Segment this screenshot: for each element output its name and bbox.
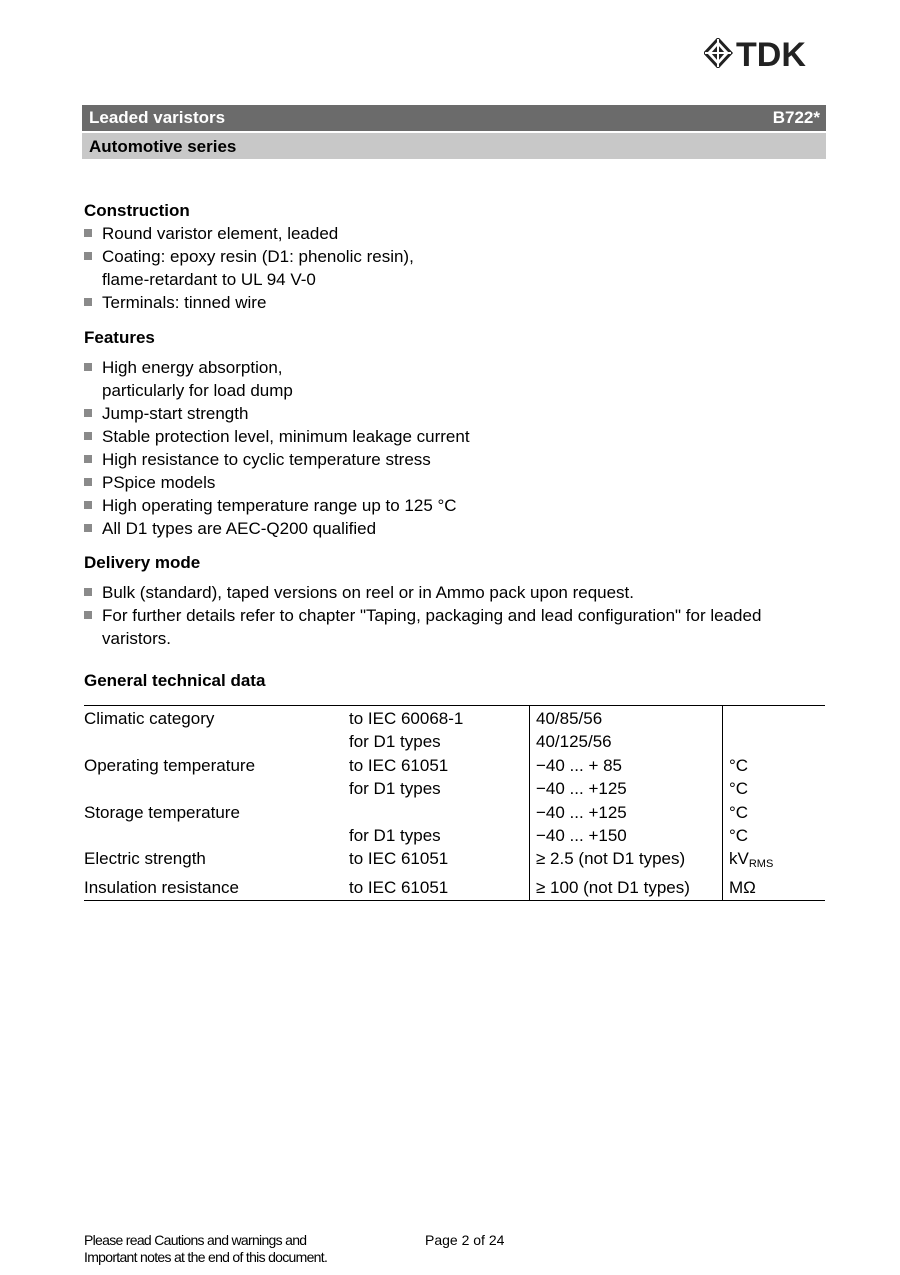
value-cell (530, 824, 723, 847)
value-cell-text: 40/125/56 (536, 732, 612, 752)
unit-cell (723, 801, 826, 824)
condition-cell (349, 801, 530, 824)
bullet-square-icon (84, 298, 92, 306)
list-item-text: Terminals: tinned wire (102, 293, 267, 312)
condition-cell-text: for D1 types (349, 732, 441, 752)
value-cell-text: −40 ... +125 (536, 779, 627, 799)
param-cell (84, 706, 349, 731)
value-cell-text: 40/85/56 (536, 709, 603, 728)
table-row (84, 801, 825, 824)
header-bar (82, 105, 826, 131)
list-item (84, 291, 804, 314)
list-item (84, 581, 804, 604)
list-item-text: Bulk (standard), taped versions on reel or in Ammo pack upon request. (102, 583, 635, 602)
param-cell (84, 876, 349, 900)
bullet-square-icon (84, 588, 92, 596)
list-item-text: flame-retardant to UL 94 V-0 (102, 270, 316, 289)
unit-cell-text: °C (729, 825, 749, 845)
list-item (84, 245, 804, 291)
technical-data-table (84, 705, 825, 901)
list-item (84, 356, 804, 402)
page-title: Leaded varistors (89, 108, 226, 127)
param-cell (84, 777, 349, 800)
unit-cell-text: kV (729, 849, 749, 869)
list-item-text: Round varistor element, leaded (102, 224, 339, 243)
param-cell (84, 801, 349, 824)
param-cell-text: Storage temperature (84, 802, 240, 822)
features-heading: Features (84, 328, 155, 347)
subheader-bar (82, 133, 826, 159)
table-row (84, 706, 825, 731)
page-number: Page 2 of 24 (425, 1232, 505, 1248)
delivery-heading: Delivery mode (84, 553, 201, 572)
list-item-text: All D1 types are AEC-Q200 qualified (102, 519, 377, 538)
condition-cell (349, 706, 530, 731)
construction-list (84, 222, 804, 314)
unit-cell (723, 876, 826, 900)
bullet-square-icon (84, 611, 92, 619)
condition-cell-text: to IEC 61051 (349, 878, 449, 898)
condition-cell (349, 730, 530, 753)
value-cell-text: −40 ... +125 (536, 802, 627, 822)
bullet-square-icon (84, 501, 92, 509)
unit-cell-text: °C (729, 755, 749, 775)
bullet-square-icon (84, 455, 92, 463)
list-item-text: Stable protection level, minimum leakage current (102, 427, 470, 446)
condition-cell-text: for D1 types (349, 779, 441, 799)
param-cell-text: Electric strength (84, 849, 206, 869)
list-item-text: Jump-start strength (102, 404, 249, 423)
table-row (84, 824, 825, 847)
list-item (84, 471, 804, 494)
value-cell (530, 754, 723, 777)
list-item (84, 448, 804, 471)
condition-cell (349, 754, 530, 777)
value-cell-text: −40 ... + 85 (536, 755, 623, 775)
condition-cell-text: for D1 types (349, 825, 441, 845)
features-list (84, 356, 804, 540)
unit-cell (723, 706, 826, 731)
condition-cell (349, 777, 530, 800)
param-cell (84, 824, 349, 847)
list-item (84, 494, 804, 517)
footer-note (84, 1232, 327, 1266)
bullet-square-icon (84, 363, 92, 371)
footer-note-line: Important notes at the end of this document. (84, 1249, 328, 1265)
condition-cell-text: to IEC 60068-1 (349, 709, 464, 728)
tdk-logo-icon (704, 38, 828, 68)
condition-cell (349, 824, 530, 847)
param-cell (84, 754, 349, 777)
param-cell (84, 847, 349, 876)
unit-cell (723, 824, 826, 847)
condition-cell-text: to IEC 61051 (349, 755, 449, 775)
table-row (84, 730, 825, 753)
list-item-text: varistors. (102, 629, 171, 648)
condition-cell (349, 847, 530, 876)
condition-cell-text: to IEC 61051 (349, 849, 449, 869)
list-item (84, 604, 804, 650)
list-item-text: High resistance to cyclic temperature stress (102, 450, 431, 469)
bullet-square-icon (84, 478, 92, 486)
param-cell-text: Operating temperature (84, 755, 256, 775)
table-row (84, 754, 825, 777)
list-item (84, 402, 804, 425)
table-row (84, 847, 825, 876)
value-cell-text: ≥ 2.5 (not D1 types) (536, 849, 686, 869)
param-cell-text: Climatic category (84, 709, 215, 728)
unit-cell-text: MΩ (729, 878, 756, 898)
value-cell (530, 730, 723, 753)
list-item-text: High operating temperature range up to 125 °C (102, 496, 457, 515)
condition-cell (349, 876, 530, 900)
value-cell (530, 847, 723, 876)
value-cell (530, 801, 723, 824)
value-cell (530, 876, 723, 900)
technical-heading: General technical data (84, 671, 266, 690)
bullet-square-icon (84, 229, 92, 237)
list-item (84, 517, 804, 540)
list-item-text: High energy absorption, (102, 358, 283, 377)
unit-cell-text: °C (729, 802, 749, 822)
list-item (84, 222, 804, 245)
table-row (84, 876, 825, 900)
unit-subscript: RMS (748, 858, 774, 871)
bullet-square-icon (84, 524, 92, 532)
param-cell-text: Insulation resistance (84, 878, 239, 898)
list-item (84, 425, 804, 448)
unit-cell (723, 730, 826, 753)
unit-cell (723, 777, 826, 800)
page-subtitle: Automotive series (89, 137, 237, 156)
construction-heading: Construction (84, 201, 190, 220)
unit-cell (723, 847, 826, 876)
list-item-text: particularly for load dump (102, 381, 293, 400)
unit-cell (723, 754, 826, 777)
tdk-logo-text: TDK (736, 38, 806, 68)
param-cell (84, 730, 349, 753)
table-row (84, 777, 825, 800)
value-cell-text: −40 ... +150 (536, 825, 627, 845)
tdk-logo (704, 38, 828, 68)
value-cell (530, 777, 723, 800)
value-cell-text: ≥ 100 (not D1 types) (536, 878, 690, 898)
delivery-list (84, 581, 804, 650)
list-item-text: PSpice models (102, 473, 216, 492)
bullet-square-icon (84, 432, 92, 440)
bullet-square-icon (84, 252, 92, 260)
product-code: B722* (772, 108, 820, 127)
list-item-text: Coating: epoxy resin (D1: phenolic resin), (102, 247, 414, 266)
footer-note-line: Please read Cautions and warnings and (84, 1232, 307, 1248)
unit-cell-text: °C (729, 779, 749, 799)
value-cell (530, 706, 723, 731)
bullet-square-icon (84, 409, 92, 417)
list-item-text: For further details refer to chapter "Taping, packaging and lead configuration" for leaded (102, 606, 762, 625)
